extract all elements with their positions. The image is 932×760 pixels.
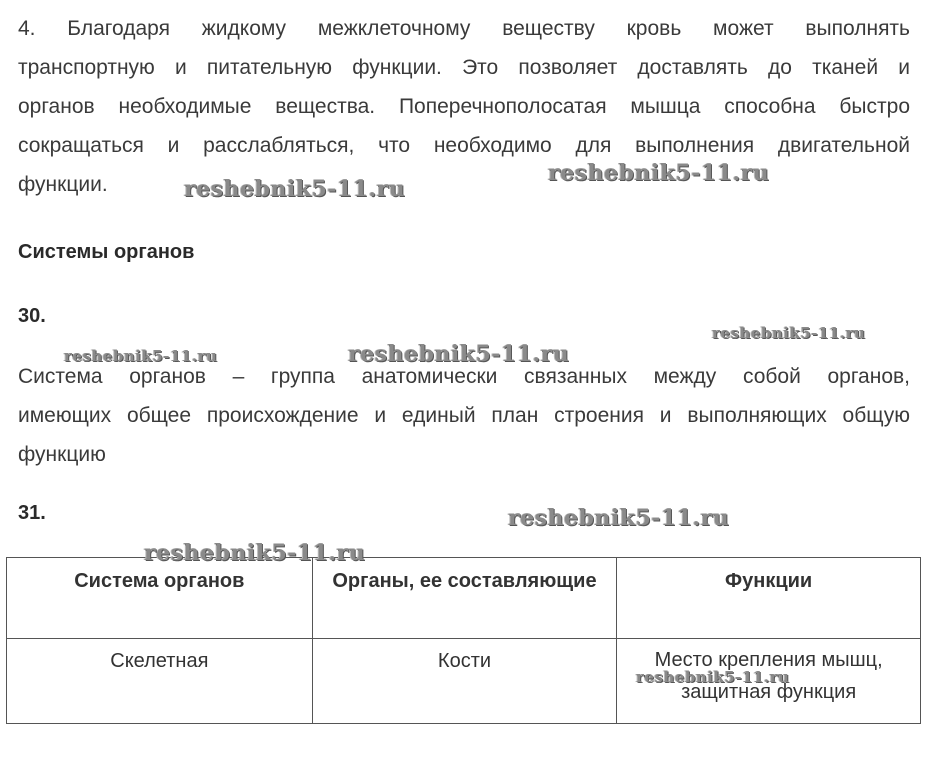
- section-heading: Системы органов: [18, 241, 195, 263]
- task-30-line: имеющих общее происхождение и единый план строения и выполняющих общую: [18, 404, 910, 427]
- table-header-cell: Функции: [617, 558, 921, 639]
- watermark: reshebnik5-11.ru: [548, 160, 770, 186]
- task-30-line: функцию: [18, 443, 106, 466]
- task-30-text: [18, 357, 910, 474]
- table-header-cell: Система органов: [7, 558, 313, 639]
- paragraph-4-line: функции.: [18, 173, 108, 196]
- watermark: reshebnik5-11.ru: [508, 505, 730, 531]
- watermark: reshebnik5-11.ru: [636, 668, 790, 686]
- watermark: reshebnik5-11.ru: [144, 540, 366, 566]
- paragraph-4-line: транспортную и питательную функции. Это позволяет доставлять до тканей и: [18, 56, 910, 79]
- watermark: reshebnik5-11.ru: [348, 341, 570, 367]
- task-30-number: 30.: [18, 305, 46, 327]
- table-cell: Место крепления мышц, защитная функция: [617, 639, 921, 724]
- paragraph-4-line: сокращаться и расслабляться, что необходимо для выполнения двигательной: [18, 134, 910, 157]
- watermark: reshebnik5-11.ru: [64, 347, 218, 365]
- task-30-line: Система органов – группа анатомически связанных между собой органов,: [18, 365, 910, 388]
- watermark: reshebnik5-11.ru: [184, 176, 406, 202]
- organ-systems-table: [6, 557, 921, 724]
- table-cell: Скелетная: [7, 639, 313, 724]
- watermark: reshebnik5-11.ru: [712, 324, 866, 342]
- table-header-cell: Органы, ее составляющие: [312, 558, 617, 639]
- paragraph-4: [18, 9, 910, 204]
- paragraph-4-line: органов необходимые вещества. Поперечнополосатая мышца способна быстро: [18, 95, 910, 118]
- task-31-number: 31.: [18, 502, 46, 524]
- paragraph-4-line: 4. Благодаря жидкому межклеточному веществу кровь может выполнять: [18, 17, 910, 40]
- table-cell: Кости: [312, 639, 617, 724]
- table-header-row: [7, 558, 921, 639]
